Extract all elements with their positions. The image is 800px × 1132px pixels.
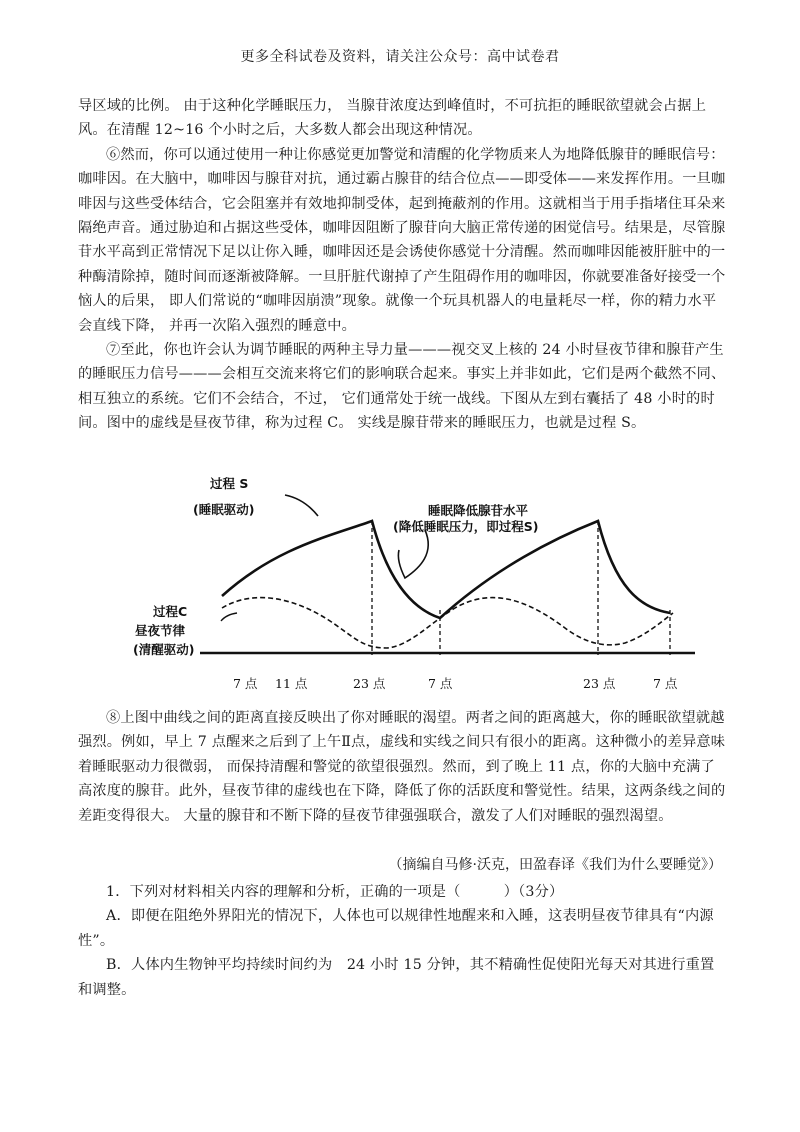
arrow-to-process-c bbox=[221, 613, 237, 621]
paragraph-8: ⑧上图中曲线之间的距离直接反映出了你对睡眠的渴望。两者之间的距离越大，你的睡眠欲望就越强烈。例如，早上 7 点醒来之后到了上午Ⅱ点，虚线和实线之间只有很小的距离。这种微小的差异意味着睡眠驱动力很微弱， 而保持清醒和警觉的欲望很强烈。然而，到了晚上 11 点，你的大脑中充满了高浓度的腺苷。此外，昼夜节律的虚线也在下降，降低了你的活跃度和警觉性。结果，这两条线之间的差距变得很大。 大量的腺苷和不断下降的昼夜节律强强联合，激发了人们对睡眠的强烈渴望。 bbox=[78, 710, 726, 824]
sleep-process-figure bbox=[125, 458, 695, 698]
option-b: B．人体内生物钟平均持续时间约为 24 小时 15 分钟，其不精确性促使阳光每天对其进行重置和调整。 bbox=[78, 957, 715, 998]
paragraph-6: ⑥然而，你可以通过使用一种让你感觉更加警觉和清醒的化学物质来人为地降低腺苷的睡眠信号：咖啡因。在大脑中，咖啡因与腺苷对抗，通过霸占腺苷的结合位点——即受体——来发挥作用。一旦咖啡因与这些受体结合，它会阻塞并有效地抑制受体，起到掩蔽剂的作用。这就相当于用手指堵住耳朵来隔绝声音。通过胁迫和占据这些受体，咖啡因阻断了腺苷向大脑正常传递的困觉信号。结果是，尽管腺苷水平高到正常情况下足以让你入睡，咖啡因还是会诱使你感觉十分清醒。然而咖啡因能被肝脏中的一种酶清除掉，随时间而逐渐被降解。一旦肝脏代谢掉了产生阻碍作用的咖啡因，你就要准备好接受一个恼人的后果， 即人们常说的“咖啡因崩溃”现象。就像一个玩具机器人的电量耗尽一样，你的精力水平会直线下降， 并再一次陷入强烈的睡意中。 bbox=[78, 146, 726, 334]
arrow-to-adenosine-drop bbox=[398, 530, 428, 578]
paragraph-5-end: 导区域的比例。 由于这种化学睡眠压力， 当腺苷浓度达到峰值时，不可抗拒的睡眠欲望就会占据上风。在清醒 12~16 个小时之后，大多数人都会出现这种情况。 bbox=[78, 98, 707, 139]
tick-label: 11 点 bbox=[275, 676, 308, 691]
tick-label: 23 点 bbox=[583, 676, 616, 691]
question-1 bbox=[78, 880, 726, 1002]
label-process-c-3: (清醒驱动) bbox=[133, 642, 195, 657]
source-citation: （摘编自马修·沃克，田盈春译《我们为什么要睡觉》） bbox=[388, 857, 722, 873]
option-a: A．即便在阻绝外界阳光的情况下，人体也可以规律性地醒来和入睡，这表明昼夜节律具有“内源性”。 bbox=[78, 908, 714, 949]
tick-label: 7 点 bbox=[428, 676, 453, 691]
arrow-to-process-s bbox=[285, 495, 318, 516]
label-adenosine-2: (降低睡眠压力，即过程S) bbox=[393, 519, 539, 534]
label-process-s: 过程 S bbox=[210, 476, 249, 491]
paragraph-7: ⑦至此，你也许会认为调节睡眠的两种主导力量———视交叉上核的 24 小时昼夜节律和腺苷产生的睡眠压力信号———会相互交流来将它们的影响联合起来。事实上并非如此，它们是两个截然不同、相互独立的系统。它们不会结合，不过， 它们通常处于统一战线。下图从左到右囊括了 48 小时的时间。图中的虚线是昼夜节律，称为过程 C。 实线是腺苷带来的睡眠压力，也就是过程 S。 bbox=[78, 342, 726, 432]
tick-label: 23 点 bbox=[353, 676, 386, 691]
label-process-c: 过程C bbox=[153, 604, 188, 619]
article-top bbox=[78, 94, 726, 436]
page-header: 更多全科试卷及资料，请关注公众号：高中试卷君 bbox=[240, 49, 560, 65]
process-c-line bbox=[222, 598, 673, 648]
label-adenosine-1: 睡眠降低腺苷水平 bbox=[428, 503, 529, 518]
article-bottom bbox=[78, 706, 726, 828]
process-s-line bbox=[222, 521, 670, 618]
label-process-s-sub: (睡眠驱动) bbox=[193, 502, 255, 517]
tick-label: 7 点 bbox=[233, 676, 258, 691]
label-process-c-2: 昼夜节律 bbox=[135, 623, 186, 638]
tick-label: 7 点 bbox=[653, 676, 678, 691]
question-stem: 1．下列对材料相关内容的理解和分析，正确的一项是（ ）（3分） bbox=[106, 884, 564, 900]
